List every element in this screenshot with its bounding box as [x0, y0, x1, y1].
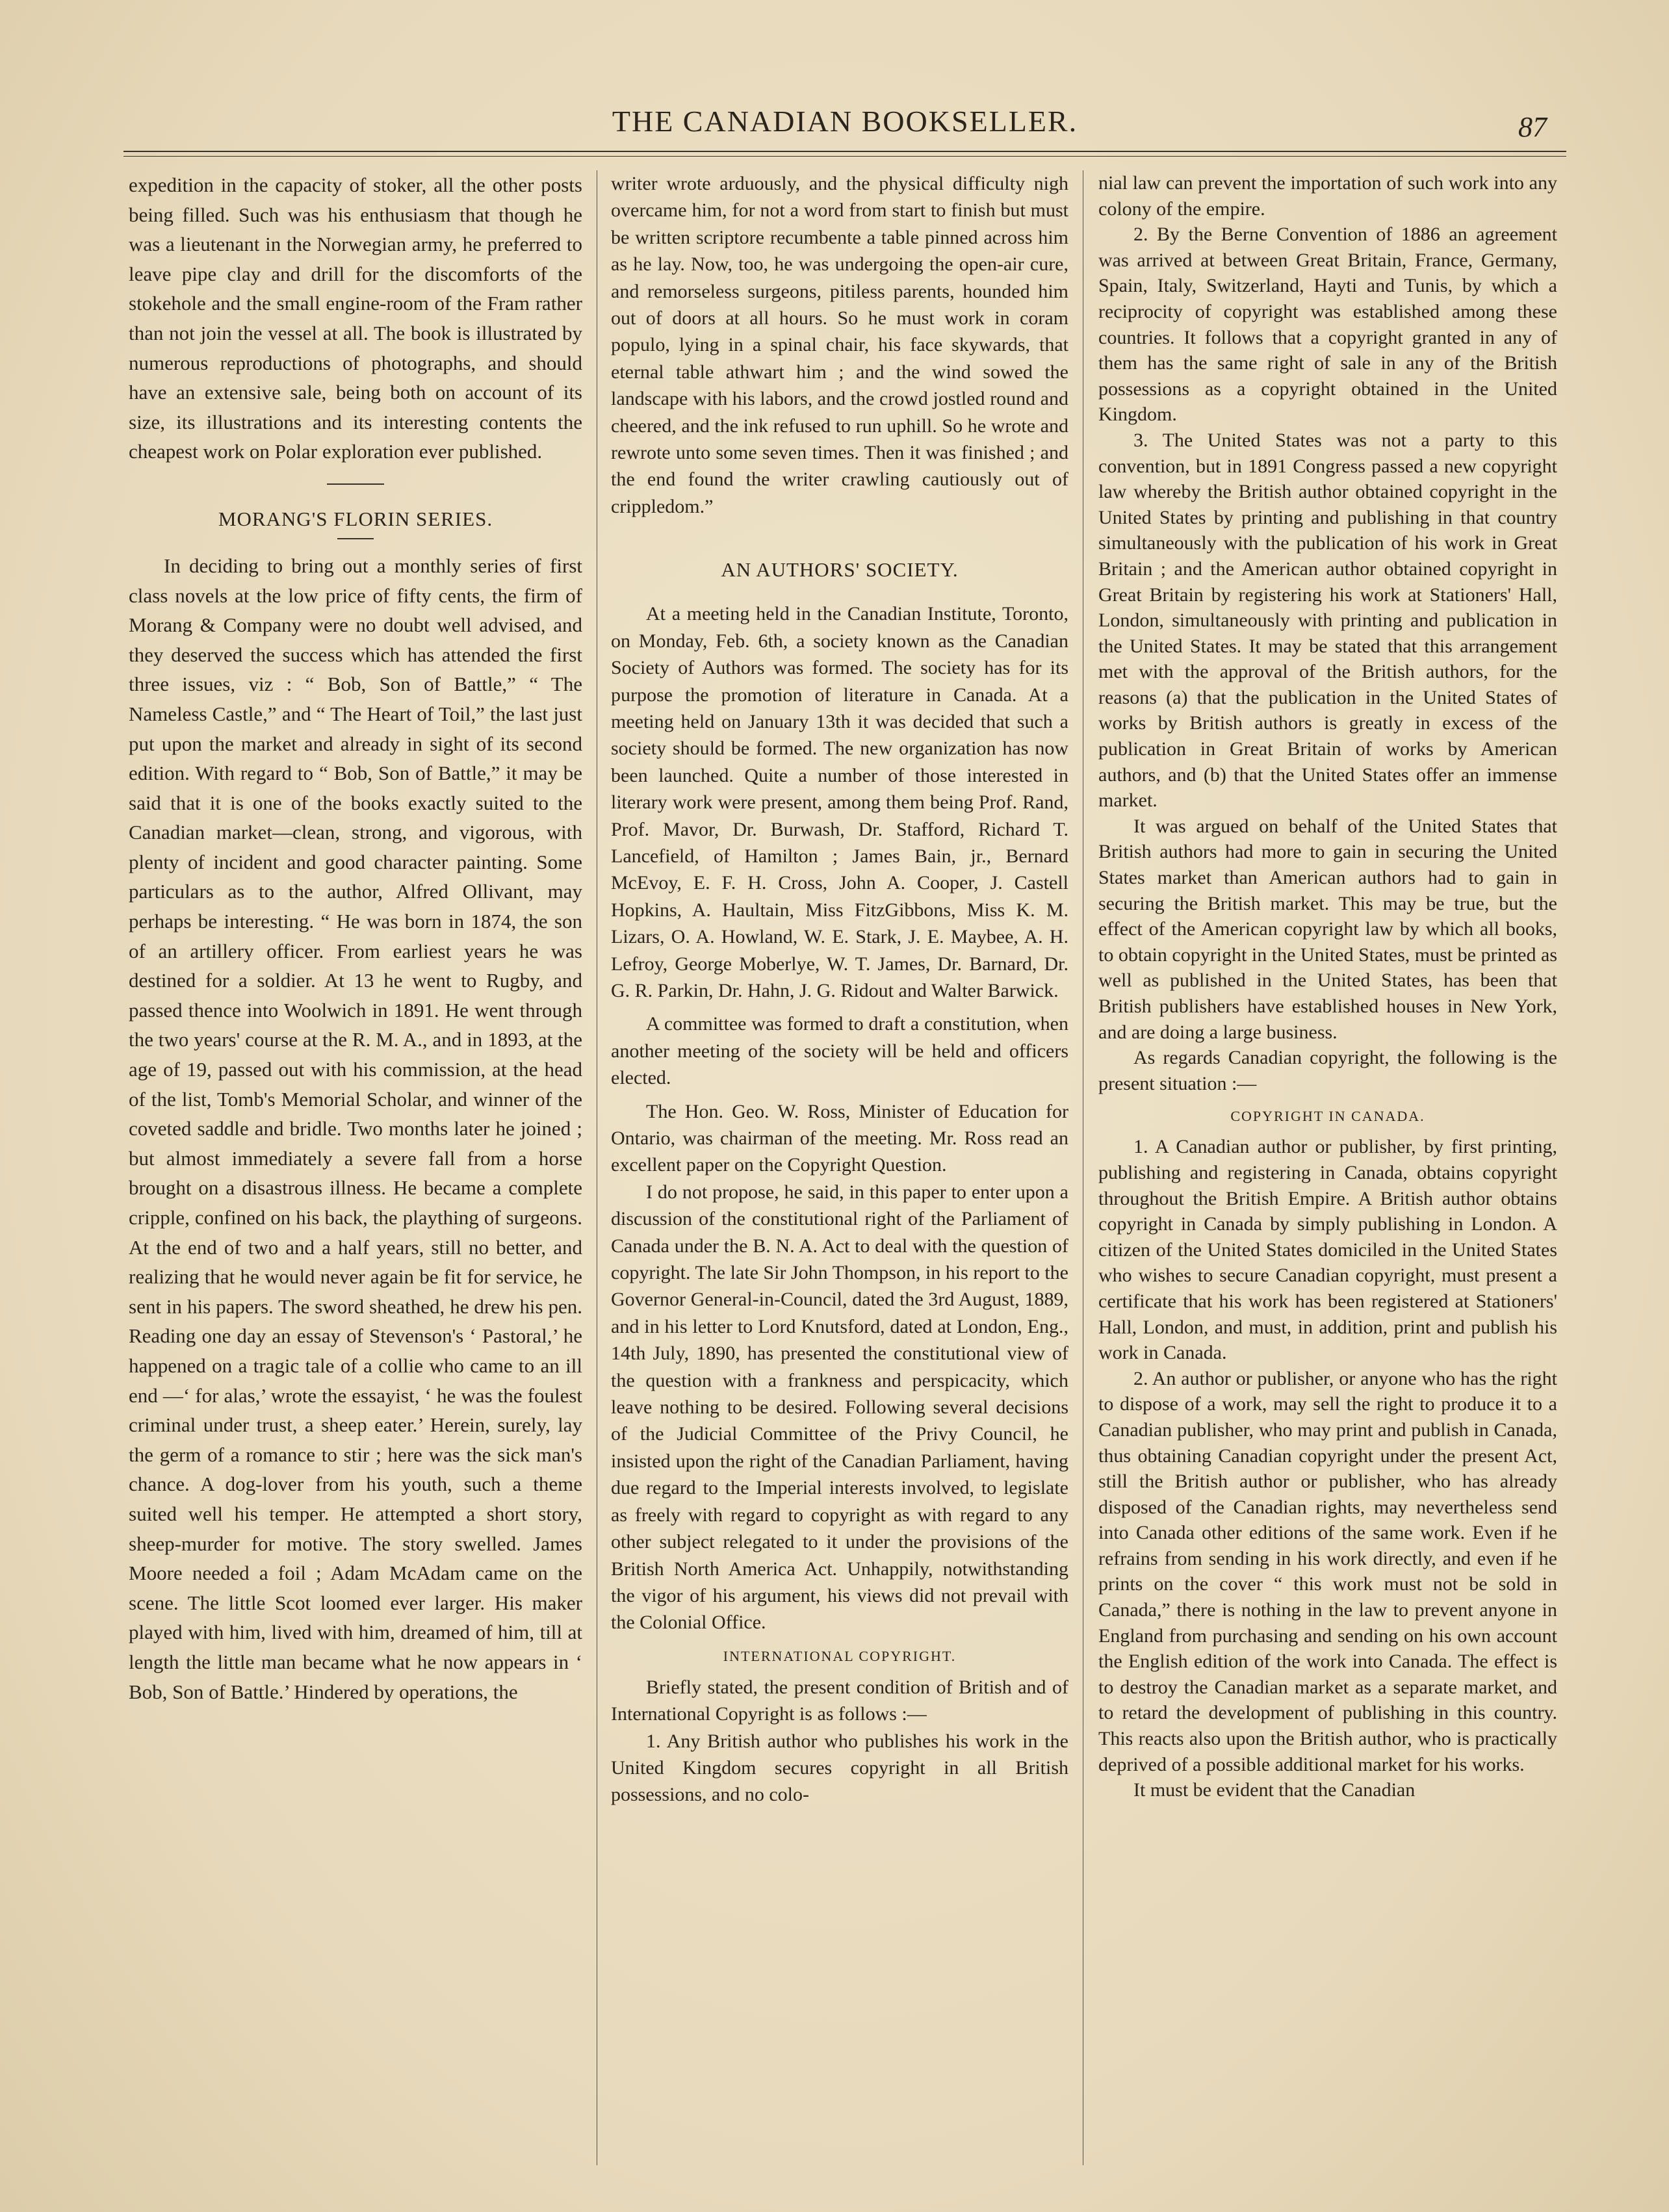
paragraph: It must be evident that the Canadian [1133, 1779, 1416, 1801]
paragraph: 1. Any British author who publishes his work in the United Kingdom secures copyright in all British possessions, and no colo- [611, 1730, 1068, 1806]
running-title: THE CANADIAN BOOKSELLER. [612, 105, 1078, 138]
paragraph: expedition in the capacity of stoker, all the other posts being filled. Such was his enthusiasm that though he was a lieutenant in the Norwegian army, he preferred to leave pipe clay and drill for the discomforts of the stokehole and the small engine-room of the Fram rather than not join the vessel at all. The book is illustrated by numerous reproductions of photographs, and should have an extensive sale, being both on account of its size, its illustrations and its interesting contents the cheapest work on Polar exploration ever published. [129, 174, 582, 463]
paragraph: nial law can prevent the importation of such work into any colony of the empire. [1098, 172, 1557, 220]
paragraph: 2. An author or publisher, or anyone who has the right to dispose of a work, may sell the right to produce it to a Canadian publisher, who may print and publish in Canada, thus obtaining Canadian copyright under the present Act, still the British author or publisher, who has already disposed of the Canadian rights, may nevertheless send into Canada other editions of the same work. Even if he refrains from sending in his work directly, and even if he prints on the cover “ this work must not be sold in Canada,” there is nothing in the law to prevent anyone in England from purchasing and sending on his own account the English edition of the work into Canada. The effect is to destroy the Canadian market as a separate market, and to retard the development of publishing in this country. This reacts also upon the British author, who is practically deprived of a possible additional market for his works. [1098, 1367, 1557, 1775]
paragraph: I do not propose, he said, in this paper to enter upon a discussion of the constitutional right of the Parliament of Canada under the B. N. A. Act to deal with the question of copyright. The late Sir John Thompson, in his report to the Governor General-in-Council, dated the 3rd August, 1889, and in his letter to Lord Knutsford, dated at London, Eng., 14th July, 1890, has presented the constitutional view of the question with a frankness and perspicacity, which leave nothing to be desired. Following several decisions of the Judicial Committee of the Privy Council, he insisted upon the right of the Canadian Parliament, having due regard to the Imperial interests involved, to legislate as freely with regard to copyright as with regard to any other subject relegated to it under the provisions of the British North America Act. Unhappily, notwithstanding the vigor of his argument, his views did not prevail with the Colonial Office. [611, 1181, 1068, 1634]
paragraph: At a meeting held in the Canadian Institute, Toronto, on Monday, Feb. 6th, a society known as the Canadian Society of Authors was formed. The society has for its purpose the promotion of literature in Canada. At a meeting held on January 13th it was decided that such a society should be formed. The new organization has now been launched. Quite a number of those interested in literary work were present, among them being Prof. Rand, Prof. Mavor, Dr. Burwash, Dr. Stafford, Richard T. Lancefield, of Hamilton ; James Bain, jr., Bernard McEvoy, E. F. H. Cross, John A. Cooper, J. Castell Hopkins, A. Haultain, Miss FitzGibbons, Miss K. M. Lizars, O. A. Howland, W. E. Stark, J. E. Maybee, A. H. Lefroy, George Moberlye, W. T. James, Dr. Barnard, Dr. G. R. Parkin, Dr. Hahn, J. G. Ridout and Walter Barwick. [611, 603, 1068, 1001]
paragraph: The Hon. Geo. W. Ross, Minister of Education for Ontario, was chairman of the meeting. Mr. Ross read an excellent paper on the Copyright Question. [611, 1100, 1068, 1176]
paragraph: A committee was formed to draft a constitution, when another meeting of the society will be held and officers elected. [611, 1013, 1068, 1089]
header-rule [123, 151, 1566, 152]
column-3 [1098, 170, 1557, 2178]
subsection-heading: COPYRIGHT IN CANADA. [1230, 1108, 1425, 1125]
paragraph: In deciding to bring out a monthly series of first class novels at the low price of fifty cents, the firm of Morang & Company were no doubt well advised, and they deserved the success which has attended the first three issues, viz : “ Bob, Son of Battle,” “ The Nameless Castle,” and “ The Heart of Toil,” the last just put upon the market and already in sight of its second edition. With regard to “ Bob, Son of Battle,” it may be said that it is one of the books exactly suited to the Canadian market—clean, strong, and vigorous, with plenty of incident and good character painting. Some particulars as to the author, Alfred Ollivant, may perhaps be interesting. “ He was born in 1874, the son of an artillery officer. From earliest years he was destined for a soldier. At 13 he went to Rugby, and passed thence into Woolwich in 1891. He went through the two years' course at the R. M. A., and in 1893, at the age of 19, passed out with his commission, at the head of the list, Tomb's Memorial Scholar, and winner of the coveted saddle and bridle. Two months later he joined ; but almost immediately a severe fall from a horse brought on a disastrous illness. He became a complete cripple, confined on his back, the plaything of surgeons. At the end of two and a half years, still no better, and realizing that he would never again be fit for service, he sent in his papers. The sword sheathed, he drew his pen. Reading one day an essay of Stevenson's ‘ Pastoral,’ he happened on a tragic tale of a collie who came to an ill end —‘ for alas,’ wrote the essayist, ‘ he was the foulest criminal under trust, a sheep eater.’ Herein, surely, lay the germ of a romance to stir ; here was the sick man's chance. A dog-lover from his youth, such a theme suited well his temper. He attempted a short story, sheep-murder for motive. The story swelled. James Moore needed a foil ; Adam McAdam came on the scene. The little Scot loomed ever larger. His maker played with him, lived with him, dreamed of him, till at length the little man became what he now appears in ‘ Bob, Son of Battle.’ Hindered by operations, the [129, 554, 582, 1703]
page-header [123, 97, 1566, 156]
subsection-heading: INTERNATIONAL COPYRIGHT. [723, 1647, 957, 1664]
section-heading: MORANG'S FLORIN SERIES. [218, 507, 493, 530]
page-number: 87 [1518, 111, 1547, 143]
paragraph: 1. A Canadian author or publisher, by first printing, publishing and registering in Canada, obtains copyright throughout the British Empire. A British author obtains copyright in Canada by simply publishing in London. A citizen of the United States domiciled in the United States who wishes to secure Canadian copyright, must present a certificate that his work has been registered at Stationers' Hall, London, and must, in addition, print and publish his work in Canada. [1098, 1136, 1557, 1364]
header-rule-thin [123, 156, 1566, 157]
column-2 [611, 170, 1068, 2178]
section-rule [327, 483, 384, 485]
paragraph: writer wrote arduously, and the physical difficulty nigh overcame him, for not a word from start to finish but must be written scriptore recumbente a table pinned across him as he lay. Now, too, he was undergoing the open-air cure, and remorseless surgeons, pitiless parents, hounded him out of doors at all hours. So he must work in coram populo, lying in a spinal chair, his face skywards, that eternal table athwart him ; and the wind sowed the landscape with his labors, and the crowd jostled round and cheered, and the ink refused to run uphill. So he wrote and rewrote unto some seven times. Then it was finished ; and the end found the writer crawling cautiously out of crippledom.” [611, 173, 1068, 517]
paragraph: 2. By the Berne Convention of 1886 an agreement was arrived at between Great Britain, France, Germany, Spain, Italy, Switzerland, Hayti and Tunis, by which a reciprocity of copyright was established among these countries. It follows that a copyright granted in any of them has the same right of sale in any of the British possessions as a copyright obtained in the United Kingdom. [1098, 224, 1557, 426]
paragraph: As regards Canadian copyright, the following is the present situation :— [1098, 1047, 1557, 1094]
section-rule [337, 538, 374, 539]
section-heading: AN AUTHORS' SOCIETY. [721, 558, 959, 582]
column-1 [129, 170, 582, 2178]
paragraph: It was argued on behalf of the United States that British authors had more to gain in securing the United States market than American authors had to gain in securing the British market. This may be true, but the effect of the American copyright law by which all books, to obtain copyright in the United States, must be printed as well as published in the United States, has been that British publishers have established houses in New York, and are doing a large business. [1098, 815, 1557, 1043]
paragraph: 3. The United States was not a party to this convention, but in 1891 Congress passed a new copyright law whereby the British author obtained copyright in the United States by printing and publishing in that country simultaneously with the publication of his work in Great Britain ; and the American author obtained copyright in Great Britain by registering his work at Stationers' Hall, London, simultaneously with printing and publication in the United States. It may be stated that this arrangement met with the approval of the British authors, for the reasons (a) that the publication in the United States of works by British authors is greatly in excess of the publication in Great Britain of works by American authors, and (b) that the United States offer an immense market. [1098, 429, 1557, 812]
paragraph: Briefly stated, the present condition of British and of International Copyright is as follows :— [611, 1676, 1068, 1725]
